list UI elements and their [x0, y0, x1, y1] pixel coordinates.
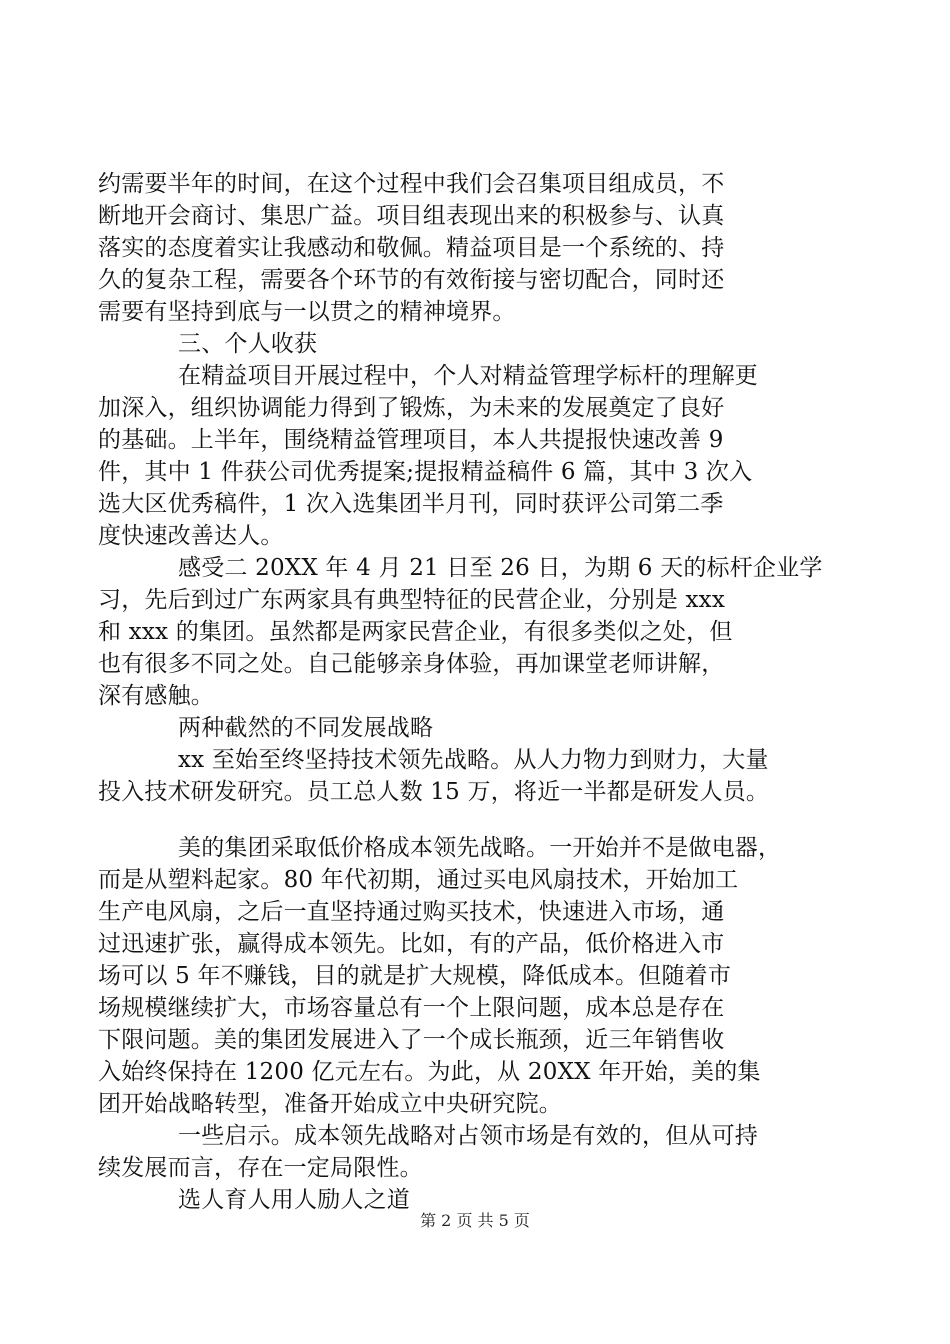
- text-line: 的基础。上半年，围绕精益管理项目，本人共提报快速改善 9: [98, 427, 724, 453]
- text-line: 度快速改善达人。: [98, 523, 284, 549]
- text-line: 需要有坚持到底与一以贯之的精神境界。: [98, 299, 516, 325]
- text-line: 续发展而言，存在一定局限性。: [98, 1155, 423, 1181]
- text-line: 一些启示。成本领先战略对占领市场是有效的，但从可持: [178, 1123, 758, 1149]
- text-line: 美的集团采取低价格成本领先战略。一开始并不是做电器，: [178, 835, 782, 861]
- text-line: 断地开会商讨、集思广益。项目组表现出来的积极参与、认真: [98, 203, 725, 229]
- text-line: 过迅速扩张，赢得成本领先。比如，有的产品，低价格进入市: [98, 931, 725, 957]
- text-line: 习，先后到过广东两家具有典型特征的民营企业，分别是 xxx: [98, 587, 726, 613]
- text-line: 而是从塑料起家。80 年代初期，通过买电风扇技术，开始加工: [98, 867, 739, 893]
- text-line: 深有感触。: [98, 683, 214, 709]
- text-line: 在精益项目开展过程中，个人对精益管理学标杆的理解更: [178, 363, 758, 389]
- text-line: 场可以 5 年不赚钱，目的就是扩大规模，降低成本。但随着市: [98, 963, 732, 989]
- text-line: 入始终保持在 1200 亿元左右。为此，从 20XX 年开始，美的集: [98, 1059, 761, 1085]
- text-line: 也有很多不同之处。自己能够亲身体验，再加课堂老师讲解，: [98, 651, 725, 677]
- text-line: 久的复杂工程，需要各个环节的有效衔接与密切配合，同时还: [98, 267, 725, 293]
- text-line: 件，其中 1 件获公司优秀提案;提报精益稿件 6 篇，其中 3 次入: [98, 459, 753, 485]
- text-line: 感受二 20XX 年 4 月 21 日至 26 日，为期 6 天的标杆企业学: [178, 555, 823, 581]
- subheading: 选人育人用人励人之道: [178, 1187, 410, 1213]
- text-line: xx 至始至终坚持技术领先战略。从人力物力到财力，大量: [178, 747, 769, 773]
- text-line: 场规模继续扩大，市场容量总有一个上限问题，成本总是存在: [98, 995, 725, 1021]
- text-line: 加深入，组织协调能力得到了锻炼，为未来的发展奠定了良好: [98, 395, 725, 421]
- page-footer: 第 2 页 共 5 页: [420, 1211, 530, 1230]
- text-line: 生产电风扇，之后一直坚持通过购买技术，快速进入市场，通: [98, 899, 725, 925]
- text-line: 落实的态度着实让我感动和敬佩。精益项目是一个系统的、持: [98, 235, 725, 261]
- text-line: 团开始战略转型，准备开始成立中央研究院。: [98, 1091, 562, 1117]
- text-line: 和 xxx 的集团。虽然都是两家民营企业，有很多类似之处，但: [98, 619, 733, 645]
- text-line: 约需要半年的时间，在这个过程中我们会召集项目组成员，不: [98, 171, 725, 197]
- subheading: 两种截然的不同发展战略: [178, 715, 434, 741]
- text-line: 选大区优秀稿件，1 次入选集团半月刊，同时获评公司第二季: [98, 491, 724, 517]
- text-line: 下限问题。美的集团发展进入了一个成长瓶颈，近三年销售收: [98, 1027, 725, 1053]
- text-line: 投入技术研发研究。员工总人数 15 万，将近一半都是研发人员。: [98, 779, 770, 805]
- section-heading: 三、个人收获: [178, 331, 318, 357]
